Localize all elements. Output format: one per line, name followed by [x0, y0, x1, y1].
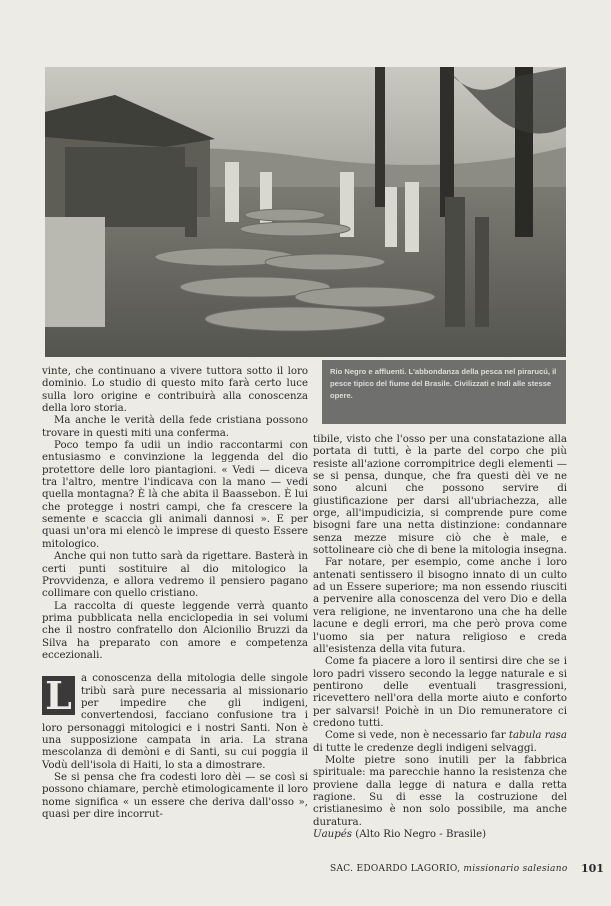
paragraph: Ma anche le verità della fede cristiana possono trovare in questi miti una conferma. [42, 415, 308, 439]
photo-illustration [45, 67, 566, 357]
paragraph-tabula-rasa [313, 730, 567, 755]
place-line [313, 829, 567, 841]
paragraph: Se si pensa che fra codesti loro dèi — se così si possono chiamare, perchè etimologicamente il loro nome significa « un essere che deriva dall'osso », quasi per dire incorrut- [42, 772, 308, 821]
paragraph: Anche qui non tutto sarà da rigettare. Basterà in certi punti sostituire al dio mitologico la Provvidenza, e allora vedremo il pensiero pagano collimare con quello cristiano. [42, 551, 308, 600]
dropcap-paragraph [42, 673, 308, 772]
photo-fish-catch [45, 67, 566, 357]
paragraph: Come fa piacere a loro il sentirsi dire che se i loro padri vissero secondo la legge naturale e si pentirono delle eventuali trasgressioni, ricevettero nell'ora della morte aiuto e conforto per salvarsi! Poichè in un Dio remuneratore ci credono tutti. [313, 656, 567, 729]
text-segment: di tutte le credenze degli indigeni selvaggi. [313, 742, 537, 754]
left-column [42, 366, 308, 821]
place-name: Uaupés [313, 829, 352, 840]
paragraph: Molte pietre sono inutili per la fabbrica spirituale: ma parecchie hanno la resistenza che proviene dalla legge di natura e dalla retta ragione. Su di esse la costruzione del cristianesimo è non solo possibile, ma anche duratura. [313, 754, 567, 828]
page-number: 101 [581, 862, 604, 875]
paragraph: tibile, visto che l'osso per una constatazione alla portata di tutti, è la parte del corpo che più resiste all'azione corrompitrice degli elementi — se si pensa, dunque, che fra questi dèi ve ne sono alcuni che possono servire di giustificazione per darsi all'ubriachezza, alle orge, all'impudicizia, si comprende pure come bisogni fare una netta distinzione: condannare senza mezze misure ciò che è male, e sottolineare ciò che di bene la mitologia insegna. [313, 434, 567, 557]
author-name: SAC. EDOARDO LAGORIO, [330, 864, 461, 874]
italic-segment: tabula rasa [508, 730, 567, 742]
paragraph: La raccolta di queste leggende verrà quanto prima pubblicata nella enciclopedia in sei volumi che il nostro confratello don Alcionilio Bruzzi da Silva ha preparato con amore e competenza eccezionali. [42, 600, 308, 661]
author-signature [330, 864, 568, 874]
photo-caption: Rio Negro e affluenti. L'abbondanza della pesca nel pirarucú, il pesce tipico del fiume del Brasile. Civilizzati e Indi alle stesse opere. [322, 360, 566, 424]
paragraph-text: a conoscenza della mitologia delle singole tribù sarà pure necessaria al missionario per impedire che gli indigeni, convertendosi, facciano confusione tra i loro personaggi mitologici e i nostri Santi. Non è una supposizione campata in aria. La strana mescolanza di demòni e di Santi, su cui poggia il Vodù dell'isola di Haiti, lo sta a dimostrare. [42, 673, 308, 771]
dropcap-letter: L [42, 676, 75, 715]
author-role: missionario salesiano [463, 864, 568, 874]
paragraph: Poco tempo fa udii un indio raccontarmi con entusiasmo e convinzione la leggenda del dio protettore delle loro piantagioni. « Vedi — diceva tra l'altro, mentre l'indicava con la mano — vedi quella montagna? È là che abita il Baassebon. È lui che protegge i nostri campi, che fa crescere la semente e scaccia gli animali dannosi ». E per quasi un'ora mi elencò le imprese di questo Essere mitologico. [42, 440, 308, 550]
paragraph: vinte, che continuano a vivere tuttora sotto il loro dominio. Lo studio di questo mito farà certo luce sulla loro origine e contribuirà alla conoscenza della loro storia. [42, 366, 308, 415]
right-column [313, 434, 567, 841]
place-detail: (Alto Rio Negro - Brasile) [352, 829, 487, 840]
paragraph: Far notare, per esempio, come anche i loro antenati sentissero il bisogno innato di un culto ad un Essere superiore; ma non essendo riusciti a pervenire alla conoscenza del vero Dio e della vera religione, ne inventarono una che ha delle lacune e degli errori, ma che però prova come l'uomo sia per natura religioso e creda all'esistenza della vita futura. [313, 557, 567, 655]
text-segment: Come si vede, non è necessario far [325, 730, 509, 742]
